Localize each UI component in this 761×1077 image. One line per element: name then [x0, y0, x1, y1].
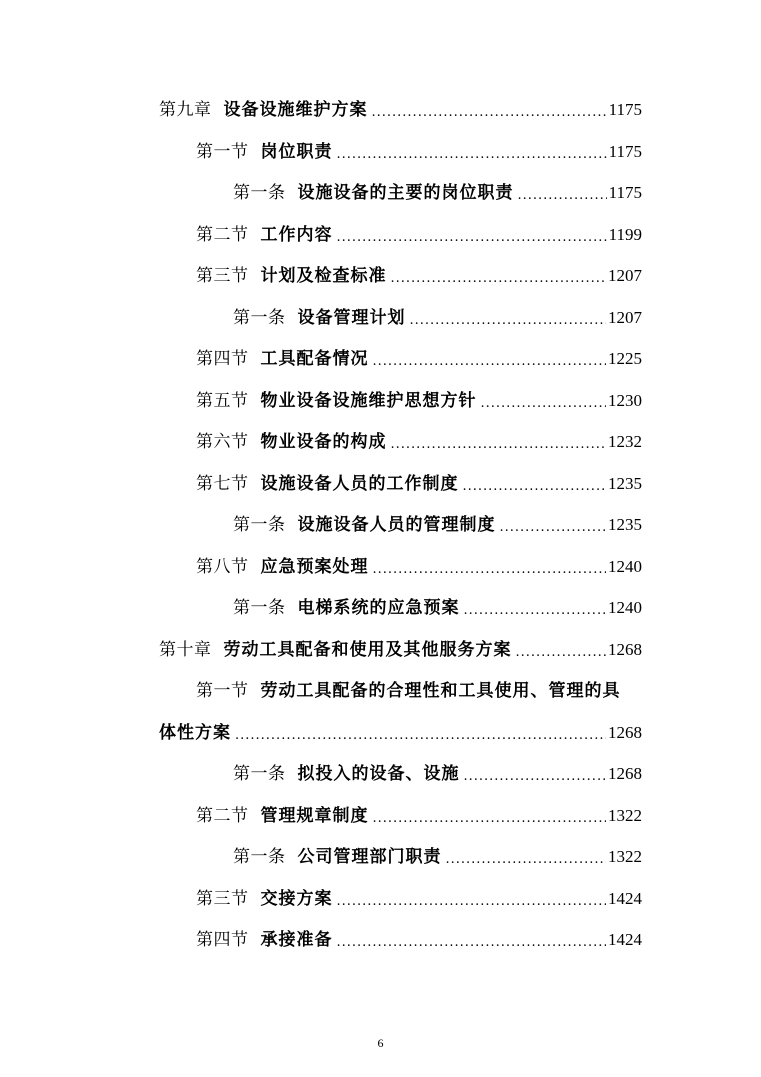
toc-entry-label: 第四节	[196, 930, 249, 950]
dot-leader	[337, 223, 607, 253]
toc-entry-title: 工作内容	[260, 225, 333, 245]
toc-entry-article[interactable]	[0, 759, 761, 789]
toc-entry-label: 第四节	[196, 349, 249, 369]
toc-entry-page: 1207	[608, 266, 642, 285]
toc-entry-article[interactable]	[0, 510, 761, 540]
toc-entry-title: 设施设备人员的管理制度	[297, 515, 496, 535]
dot-leader	[516, 638, 607, 668]
toc-entry-label: 第八节	[196, 557, 249, 577]
toc-entry-title: 管理规章制度	[260, 806, 369, 826]
toc-entry-title: 工具配备情况	[260, 349, 369, 369]
toc-entry-label: 第一条	[233, 515, 286, 535]
toc-entry-label: 第二节	[196, 806, 249, 826]
toc-entry-page: 1240	[608, 557, 642, 576]
toc-entry-section[interactable]	[0, 427, 761, 457]
toc-entry-page: 1322	[608, 847, 642, 866]
toc-entry-section[interactable]	[0, 469, 761, 499]
toc-entry-label: 第一条	[233, 847, 286, 867]
dot-leader	[337, 140, 607, 170]
toc-entry-section[interactable]	[0, 386, 761, 416]
toc-entry-section[interactable]	[0, 884, 761, 914]
toc-entry-page: 1175	[608, 100, 642, 119]
toc-entry-section[interactable]	[0, 925, 761, 955]
toc-entry-chapter-10[interactable]	[0, 635, 761, 665]
page-number: 6	[377, 1036, 384, 1050]
toc-entry-page: 1235	[608, 515, 642, 534]
dot-leader	[464, 762, 607, 792]
dot-leader	[372, 98, 607, 128]
toc-entry-page: 1268	[608, 723, 642, 742]
toc-entry-title: 交接方案	[260, 889, 333, 909]
toc-entry-page: 1240	[608, 598, 642, 617]
toc-entry-label: 第一节	[196, 142, 249, 162]
toc-entry-section-wrapped[interactable]	[0, 676, 761, 706]
toc-entry-label: 第五节	[196, 391, 249, 411]
toc-entry-title: 拟投入的设备、设施	[297, 764, 460, 784]
toc-entry-chapter-9[interactable]	[0, 95, 761, 125]
dot-leader	[463, 472, 607, 502]
toc-entry-title: 电梯系统的应急预案	[297, 598, 460, 618]
toc-entry-label: 第二节	[196, 225, 249, 245]
toc-entry-article[interactable]	[0, 178, 761, 208]
dot-leader	[373, 347, 607, 377]
toc-entry-title: 设备管理计划	[297, 308, 406, 328]
toc-entry-section[interactable]	[0, 137, 761, 167]
toc-entry-article[interactable]	[0, 303, 761, 333]
toc-entry-label: 第一节	[196, 681, 249, 701]
dot-leader	[391, 430, 607, 460]
dot-leader	[446, 845, 607, 875]
toc-entry-title-continuation: 体性方案	[159, 723, 231, 743]
toc-entry-label: 第一条	[233, 764, 286, 784]
toc-entry-title: 计划及检查标准	[260, 266, 387, 286]
toc-entry-title: 设备设施维护方案	[223, 100, 368, 120]
toc-entry-label: 第十章	[159, 640, 212, 660]
toc-entry-page: 1225	[608, 349, 642, 368]
toc-entry-section[interactable]	[0, 220, 761, 250]
toc-entry-page: 1175	[608, 142, 642, 161]
toc-entry-label: 第九章	[159, 100, 212, 120]
toc-entry-label: 第一条	[233, 183, 286, 203]
toc-entry-label: 第一条	[233, 598, 286, 618]
toc-entry-title: 承接准备	[260, 930, 333, 950]
toc-entry-page: 1322	[608, 806, 642, 825]
dot-leader	[410, 306, 607, 336]
dot-leader	[235, 721, 606, 751]
toc-entry-section[interactable]	[0, 261, 761, 291]
toc-entry-page: 1268	[608, 640, 642, 659]
toc-entry-title: 岗位职责	[260, 142, 333, 162]
toc-entry-title: 物业设备设施维护思想方针	[260, 391, 477, 411]
toc-entry-article[interactable]	[0, 593, 761, 623]
toc-entry-title: 设施设备的主要的岗位职责	[297, 183, 514, 203]
toc-entry-label: 第三节	[196, 889, 249, 909]
toc-entry-title: 公司管理部门职责	[297, 847, 442, 867]
toc-entry-page: 1424	[608, 889, 642, 908]
dot-leader	[373, 555, 607, 585]
toc-entry-title: 应急预案处理	[260, 557, 369, 577]
dot-leader	[373, 804, 607, 834]
toc-entry-page: 1199	[608, 225, 642, 244]
toc-entry-page: 1268	[608, 764, 642, 783]
toc-entry-section[interactable]	[0, 552, 761, 582]
toc-entry-label: 第七节	[196, 474, 249, 494]
toc-entry-page: 1175	[608, 183, 642, 202]
toc-entry-page: 1232	[608, 432, 642, 451]
dot-leader	[481, 389, 607, 419]
toc-entry-title: 物业设备的构成	[260, 432, 387, 452]
dot-leader	[464, 596, 607, 626]
toc-entry-section[interactable]	[0, 344, 761, 374]
toc-entry-label: 第三节	[196, 266, 249, 286]
toc-entry-title: 劳动工具配备和使用及其他服务方案	[223, 640, 512, 660]
dot-leader	[518, 181, 607, 211]
dot-leader	[337, 928, 607, 958]
toc-entry-continuation[interactable]	[0, 718, 761, 748]
toc-entry-article[interactable]	[0, 842, 761, 872]
dot-leader	[337, 887, 607, 917]
dot-leader	[391, 264, 607, 294]
toc-entry-page: 1235	[608, 474, 642, 493]
toc-entry-page: 1207	[608, 308, 642, 327]
toc-entry-page: 1424	[608, 930, 642, 949]
toc-entry-page: 1230	[608, 391, 642, 410]
dot-leader	[500, 513, 607, 543]
toc-entry-section[interactable]	[0, 801, 761, 831]
toc-entry-title: 劳动工具配备的合理性和工具使用、管理的具	[260, 681, 621, 701]
toc-entry-label: 第一条	[233, 308, 286, 328]
toc-entry-label: 第六节	[196, 432, 249, 452]
toc-entry-title: 设施设备人员的工作制度	[260, 474, 459, 494]
